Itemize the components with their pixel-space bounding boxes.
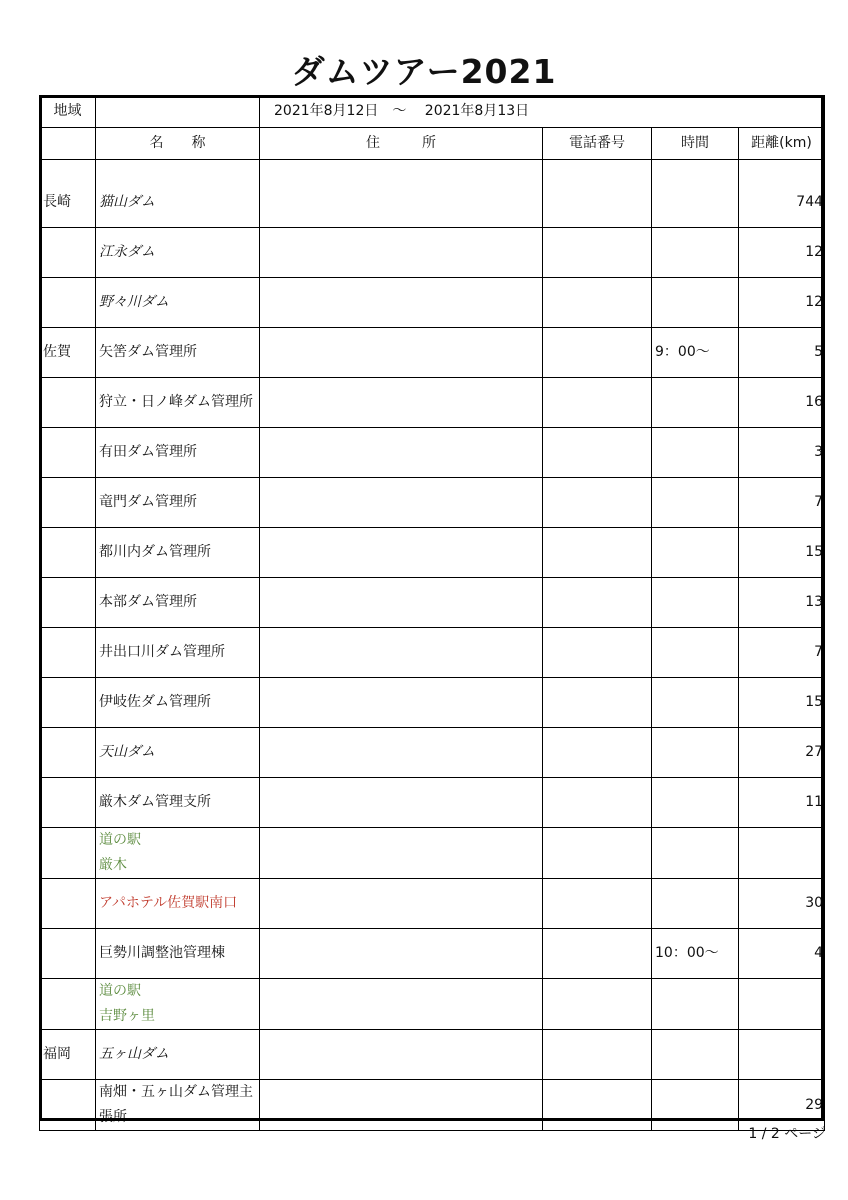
name-cell: アパホテル佐賀駅南口 [96,879,260,929]
time-cell: 9：00～ [652,328,739,378]
name-cell: 有田ダム管理所 [96,428,260,478]
name-cell: 厳木ダム管理支所 [96,778,260,828]
distance-cell: 12 [739,228,825,278]
name-cell: 野々川ダム [96,278,260,328]
table-frame [39,95,824,1121]
name-cell: 狩立・日ノ峰ダム管理所 [96,378,260,428]
name-cell: 道の駅 吉野ヶ里 [96,979,260,1030]
distance-cell: 3 [739,428,825,478]
name-cell: 道の駅 厳木 [96,828,260,879]
page-number: 1 / 2 ページ [748,1126,826,1142]
name-cell: 南畑・五ヶ山ダム管理主張所 [96,1080,260,1131]
distance-cell: 15 [739,678,825,728]
name-cell: 天山ダム [96,728,260,778]
name-cell: 井出口川ダム管理所 [96,628,260,678]
region-cell: 長崎 [40,178,96,228]
name-cell: 本部ダム管理所 [96,578,260,628]
distance-cell: 4 [739,929,825,979]
name-cell: 竜門ダム管理所 [96,478,260,528]
date-range: 2021年8月12日 ～ 2021年8月13日 [260,96,825,128]
distance-cell: 30 [739,879,825,929]
distance-cell: 27 [739,728,825,778]
distance-cell: 744 [739,178,825,228]
distance-cell: 15 [739,528,825,578]
name-cell: 巨勢川調整池管理棟 [96,929,260,979]
distance-cell: 12 [739,278,825,328]
distance-cell: 16 [739,378,825,428]
distance-cell: 7 [739,478,825,528]
name-cell: 矢筈ダム管理所 [96,328,260,378]
col-address-header: 住 所 [260,128,543,160]
name-cell: 猫山ダム [96,178,260,228]
name-cell: 伊岐佐ダム管理所 [96,678,260,728]
col-time-header: 時間 [652,128,739,160]
col-name-header: 名 称 [96,128,260,160]
region-header: 地域 [40,96,96,128]
col-distance-header: 距離(km) [739,128,825,160]
distance-cell: 29 [739,1080,825,1131]
time-cell: 10：00～ [652,929,739,979]
name-cell: 江永ダム [96,228,260,278]
page-title: ダムツアー2021 [291,52,557,91]
region-cell: 福岡 [40,1030,96,1080]
name-cell: 都川内ダム管理所 [96,528,260,578]
distance-cell: 13 [739,578,825,628]
distance-cell: 5 [739,328,825,378]
distance-cell: 7 [739,628,825,678]
col-phone-header: 電話番号 [543,128,652,160]
distance-cell: 11 [739,778,825,828]
region-cell: 佐賀 [40,328,96,378]
name-cell: 五ヶ山ダム [96,1030,260,1080]
